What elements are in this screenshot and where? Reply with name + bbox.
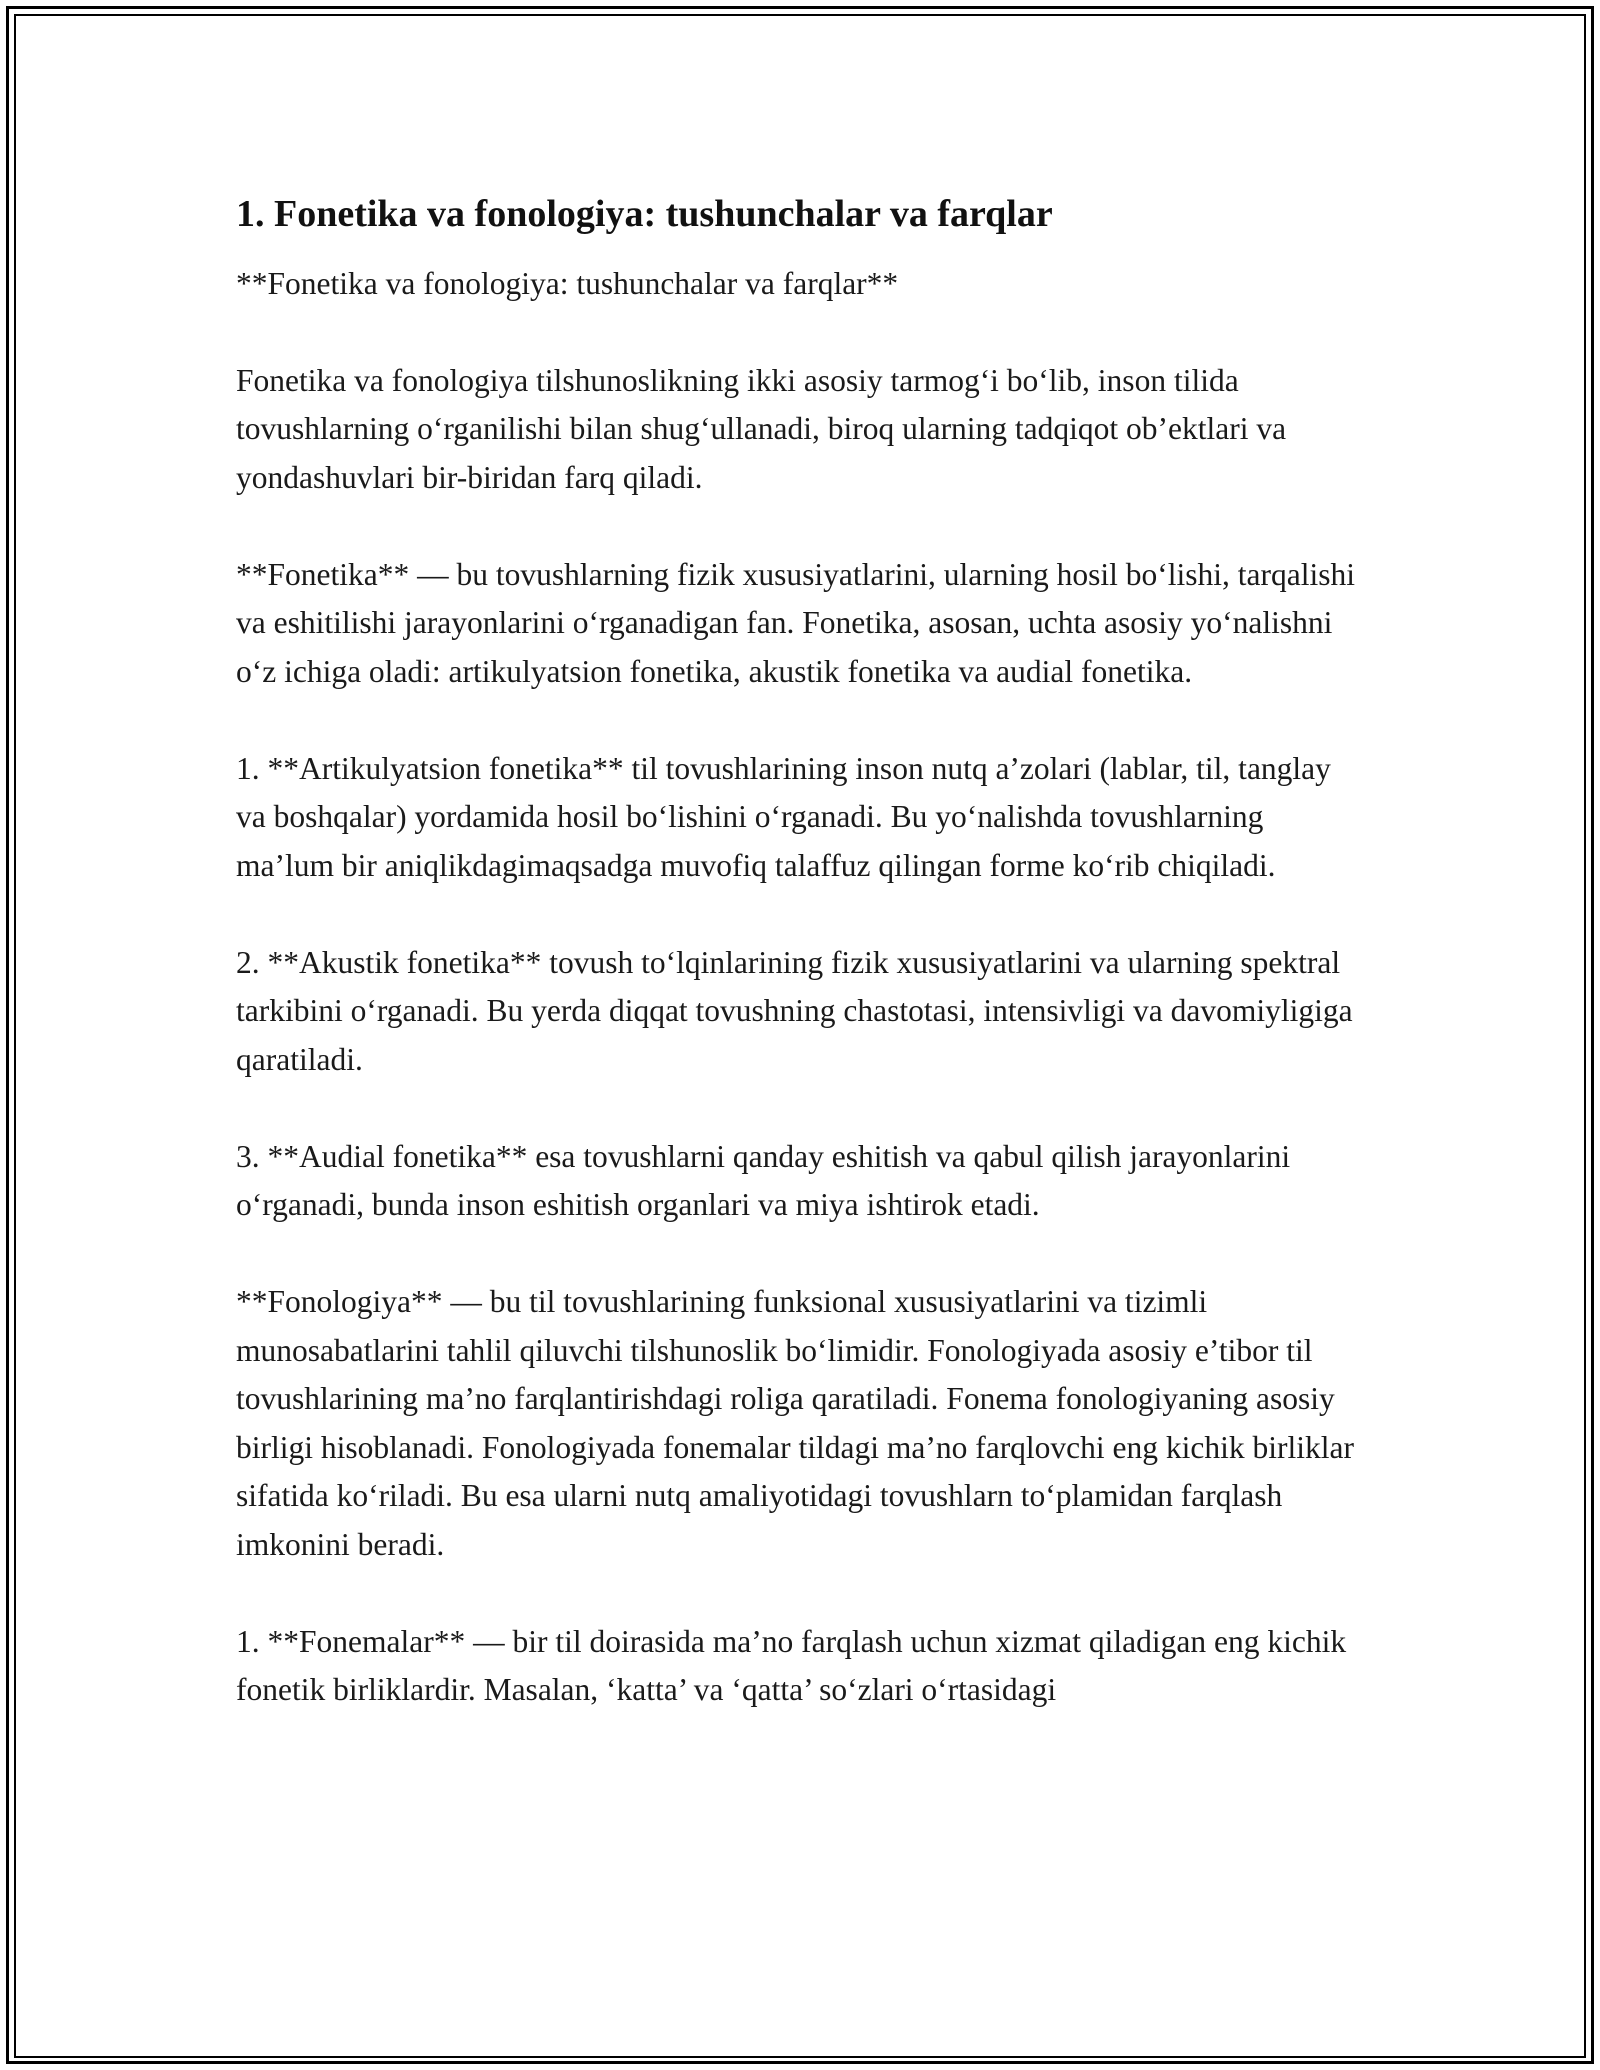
document-page (236, 186, 1366, 1763)
paragraph-fonetika: **Fonetika** — bu tovushlarning fizik xususiyatlarini, ularning hosil bo‘lishi, tarqalishi va eshitilishi jarayonlarini o‘rganadigan fan. Fonetika, asosan, uchta asosiy yo‘nalishni o‘z ichiga oladi: artikulyatsion fonetika, akustik fonetika va audial fonetika. (236, 556, 1356, 689)
paragraph-akustik: 2. **Akustik fonetika** tovush to‘lqinlarining fizik xususiyatlarini va ularning spektral tarkibini o‘rganadi. Bu yerda diqqat tovushning chastotasi, intensivligi va davomiyligiga qaratiladi. (236, 944, 1353, 1077)
paragraph-audial: 3. **Audial fonetika** esa tovushlarni qanday eshitish va qabul qilish jarayonlarini o‘rganadi, bunda inson eshitish organlari va miya ishtirok etadi. (236, 1138, 1291, 1222)
paragraph-fonologiya: **Fonologiya** — bu til tovushlarining funksional xususiyatlarini va tizimli munosabatlarini tahlil qiluvchi tilshunoslik bo‘limidir. Fonologiyada asosiy e’tibor til tovushlarining ma’no farqlantirishdagi roliga qaratiladi. Fonema fonologiyaning asosiy birligi hisoblanadi. Fonologiyada fonemalar tildagi ma’no farqlovchi eng kichik birliklar sifatida ko‘riladi. Bu esa ularni nutq amaliyotidagi tovushlarn to‘plamidan farqlash imkonini beradi. (236, 1284, 1354, 1562)
paragraph-intro: Fonetika va fonologiya tilshunoslikning ikki asosiy tarmog‘i bo‘lib, inson tilida tovushlarning o‘rganilishi bilan shug‘ullanadi, biroq ularning tadqiqot ob’ektlari va yondashuvlari bir-biridan farq qiladi. (236, 362, 1287, 495)
paragraph-fonemalar: 1. **Fonemalar** — bir til doirasida ma’no farqlash uchun xizmat qiladigan eng kichik fonetik birliklardir. Masalan, ‘katta’ va ‘qatta’ so‘zlari o‘rtasidagi (236, 1623, 1347, 1707)
paragraph-subtitle: **Fonetika va fonologiya: tushunchalar va farqlar** (236, 266, 899, 301)
section-heading: 1. Fonetika va fonologiya: tushunchalar va farqlar (236, 193, 1053, 235)
paragraph-artikulyatsion: 1. **Artikulyatsion fonetika** til tovushlarining inson nutq a’zolari (lablar, til, tanglay va boshqalar) yordamida hosil bo‘lishini o‘rganadi. Bu yo‘nalishda tovushlarning ma’lum bir aniqlikdagimaqsadga muvofiq talaffuz qilingan forme ko‘rib chiqiladi. (236, 750, 1331, 883)
